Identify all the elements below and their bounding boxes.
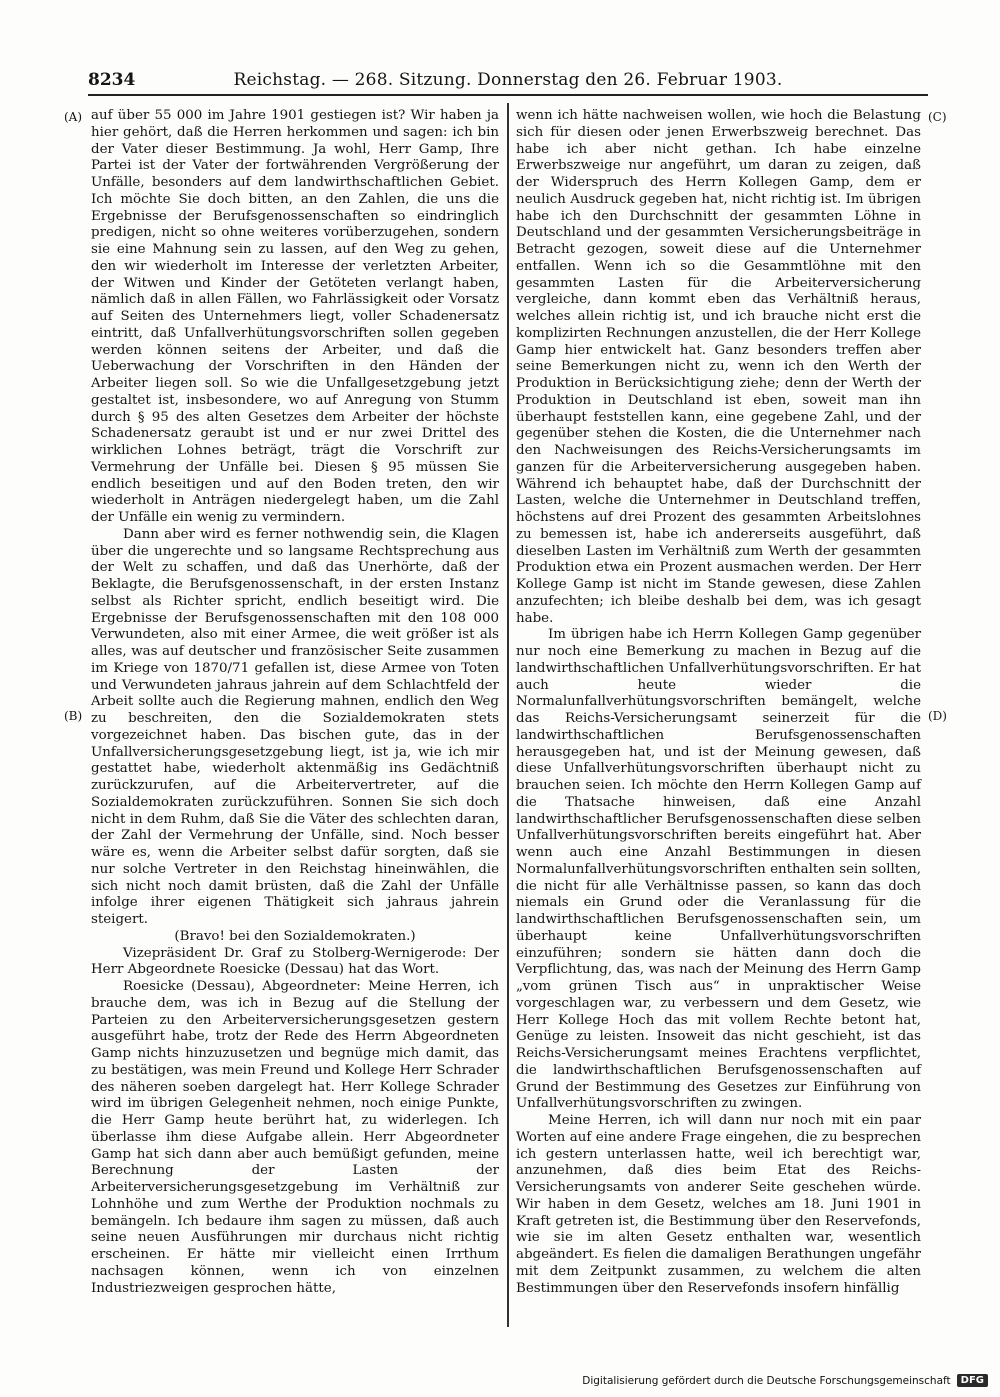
paragraph: wenn ich hätte nachweisen wollen, wie hoch die Belastung sich für diesen oder jenen Erwerbszweig berechnet. Das habe ich aber nicht gethan. Ich habe einzelne Erwerbszweige nur angeführt, um daran zu zeigen, daß der Widerspruch des Herrn Kollegen Gamp, dem er neulich Ausdruck gegeben hat, nicht richtig ist. Im übrigen habe ich den Durchschnitt der gesammten Löhne in Deutschland und der gesammten Versicherungsbeiträge in Betracht gezogen, soweit diese auf die Unternehmer entfallen. Wenn ich so die Gesammtlöhne mit den gesammten Lasten für die Arbeiterversicherung vergleiche, dann kommt eben das Verhältniß heraus, welches allein richtig ist, und ich brauche nicht erst die komplizirten Rechnungen anzustellen, die der Herr Kollege Gamp hier entwickelt hat. Ganz besonders treffen aber seine Bemerkungen nicht zu, wenn ich den Werth der Produktion in Berücksichtigung ziehe; denn der Werth der Produktion in Deutschland ist eben, soweit man ihn überhaupt feststellen kann, eine gegebene Zahl, und der gegenüber stehen die Kosten, die die Unternehmer nach den Nachweisungen des Reichs-Versicherungsamts im ganzen für die Arbeiterversicherung ausgegeben haben. Während ich behauptet habe, daß der Durchschnitt der Lasten, welche die Unternehmer in Deutschland treffen, höchstens auf drei Prozent des gesammten Arbeitslohnes zu bemessen ist, habe ich andererseits ausgeführt, daß dieselben Lasten im Verhältniß zum Werth der gesammten Produktion etwa ein Prozent ausmachen werden. Der Herr Kollege Gamp ist nicht im Stande gewesen, diese Zahlen anzufechten; ich bleibe deshalb bei dem, was ich gesagt habe. (516, 108, 921, 626)
right-column (516, 108, 921, 1328)
footer (582, 1374, 988, 1387)
speaker-paragraph: Vizepräsident Dr. Graf zu Stolberg-Wernigerode: Der Herr Abgeordnete Roesicke (Dessau) hat das Wort. (91, 945, 499, 978)
dfg-logo: DFG (957, 1374, 988, 1387)
paragraph: Im übrigen habe ich Herrn Kollegen Gamp gegenüber nur noch eine Bemerkung zu machen in Bezug auf die landwirthschaftlichen Unfallverhütungsvorschriften. Er hat auch heute wieder die Normalunfallverhütungsvorschriften bemängelt, welche das Reichs-Versicherungsamt seinerzeit für die landwirthschaftlichen Berufsgenossenschaften herausgegeben hat, und ist der Meinung gewesen, daß diese Unfallverhütungsvorschriften überhaupt nicht zu brauchen seien. Ich möchte den Herrn Kollegen Gamp auf die Thatsache hinweisen, daß eine Anzahl landwirthschaftlicher Berufsgenossenschaften diese selben Unfallverhütungsvorschriften bereits eingeführt hat. Aber wenn auch eine Anzahl Bestimmungen in diesen Normalunfallverhütungsvorschriften enthalten sein sollten, die nicht für alle Verhältnisse passen, so kann das doch niemals ein Grund oder die Veranlassung für die landwirthschaftlichen Berufsgenossenschaften sein, um überhaupt keine Unfallverhütungsvorschriften einzuführen; sondern sie hätten dann doch die Verpflichtung, das, was nach der Meinung des Herrn Gamp „vom grünen Tisch aus“ in unpraktischer Weise vorgeschlagen war, zu verbessern und dem Gesetz, wie Herr Kollege Hoch das mit vollem Rechte betont hat, Genüge zu leisten. Insoweit das nicht geschieht, ist das Reichs-Versicherungsamt meines Erachtens verpflichtet, die landwirthschaftlichen Berufsgenossenschaften auf Grund der Bestimmung des Gesetzes zur Einführung von Unfallverhütungsvorschriften zu zwingen. (516, 627, 921, 1112)
margin-mark-c: (C) (928, 110, 947, 124)
footer-credit: Digitalisierung gefördert durch die Deutsche Forschungsgemeinschaft (582, 1374, 951, 1387)
page-header (88, 70, 928, 96)
running-head: Reichstag. — 268. Sitzung. Donnerstag den 26. Februar 1903. (233, 70, 783, 90)
left-column (91, 108, 499, 1328)
margin-mark-a: (A) (64, 110, 83, 124)
column-divider (507, 103, 509, 1327)
paragraph: Dann aber wird es ferner nothwendig sein, die Klagen über die ungerechte und so langsame Rechtsprechung aus der Welt zu schaffen, und daß das Unerhörte, daß der Beklagte, die Berufsgenossenschaft, in der ersten Instanz selbst als Richter spricht, endlich beseitigt wird. Die Ergebnisse der Berufsgenossenschaften mit den 108 000 Verwundeten, also mit einer Armee, die weit größer ist als alles, was auf deutscher und französischer Seite zusammen im Kriege von 1870/71 gefallen ist, diese Armee von Toten und Verwundeten jahraus jahrein auf dem Schlachtfeld der Arbeit sollte auch die Regierung mahnen, endlich den Weg zu beschreiten, den die Sozialdemokraten stets vorgezeichnet haben. Das bischen gute, das in der Unfallversicherungsgesetzgebung liegt, ist ja, wie ich mir gestattet habe, wiederholt aktenmäßig ins Gedächtniß zurückzurufen, auf die Arbeitervertreter, auf die Sozialdemokraten zurückzuführen. Sonnen Sie sich doch nicht in dem Ruhm, daß Sie die Väter des schlechten daran, der Zahl der Vermehrung der Unfälle, sind. Noch besser wäre es, wenn die Arbeiter selbst dafür sorgten, daß sie nur solche Vertreter in den Reichstag hineinwählen, die sich nicht noch damit brüsten, daß die Zahl der Unfälle infolge ihrer eigenen Thätigkeit sich jahraus jahrein steigert. (91, 526, 499, 927)
speaker-paragraph: Roesicke (Dessau), Abgeordneter: Meine Herren, ich brauche dem, was ich in Bezug auf die Stellung der Parteien zu den Arbeiterversicherungsgesetzen gestern ausgeführt habe, trotz der Rede des Herrn Abgeordneten Gamp nichts hinzuzusetzen und begnüge mich damit, das zu bestätigen, was mein Freund und Kollege Herr Schrader des näheren soeben dargelegt hat. Herr Kollege Schrader wird im übrigen Gelegenheit nehmen, noch einige Punkte, die Herr Gamp heute berührt hat, zu widerlegen. Ich überlasse ihm diese Aufgabe allein. Herr Abgeordneter Gamp hat sich dann aber auch bemüßigt gefunden, meine Berechnung der Lasten der Arbeiterversicherungsgesetzgebung im Verhältniß zur Lohnhöhe und zum Werthe der Produktion nochmals zu bemängeln. Ich bedaure ihm sagen zu müssen, daß auch seine neuen Ausführungen mir durchaus nicht richtig erscheinen. Er hätte mir vielleicht einen Irrthum nachsagen können, wenn ich von einzelnen Industriezweigen gesprochen hätte, (91, 979, 499, 1296)
margin-mark-d: (D) (928, 709, 947, 723)
page-number: 8234 (88, 70, 136, 90)
paragraph: Meine Herren, ich will dann nur noch mit ein paar Worten auf eine andere Frage eingehen, die zu besprechen ich gestern unterlassen hatte, weil ich berechtigt war, anzunehmen, daß dies beim Etat des Reichs-Versicherungsamts von anderer Seite geschehen würde. Wir haben in dem Gesetz, welches am 18. Juni 1901 in Kraft getreten ist, die Bestimmung über den Reservefonds, wie sie im alten Gesetz enthalten war, wesentlich abgeändert. Es fielen die damaligen Berathungen ungefähr mit dem Zeitpunkt zusammen, zu welchem die alten Bestimmungen über den Reservefonds insofern hinfällig (516, 1113, 921, 1296)
margin-mark-b: (B) (64, 709, 83, 723)
paragraph: auf über 55 000 im Jahre 1901 gestiegen ist? Wir haben ja hier gehört, daß die Herren herkommen und sagen: ich bin der Vater dieser Bestimmung. Ja wohl, Herr Gamp, Ihre Partei ist der Vater der fortwährenden Vergrößerung der Unfälle, besonders auf dem landwirthschaftlichen Gebiet. Ich möchte Sie doch bitten, an den Zahlen, die uns die Ergebnisse der Berufsgenossenschaften so eindringlich predigen, nicht so ohne weiteres vorüberzugehen, sondern sie eine Mahnung sein zu lassen, auf den Weg zu gehen, den wir wiederholt im Interesse der verletzten Arbeiter, der Witwen und Kinder der Getöteten verlangt haben, nämlich daß in allen Fällen, wo Fahrlässigkeit oder Vorsatz auf Seiten des Unternehmers liegt, voller Schadenersatz eintritt, daß Unfallverhütungsvorschriften sollen gegeben werden können seitens der Arbeiter, und daß die Ueberwachung der Vorschriften in den Händen der Arbeiter liegen soll. So wie die Unfallgesetzgebung jetzt gestaltet ist, insbesondere, wo auf Anregung von Stumm durch § 95 des alten Gesetzes dem Arbeiter der höchste Schadenersatz geraubt ist und er nur zwei Drittel des wirklichen Lohnes beträgt, trägt die Vorschrift zur Vermehrung der Unfälle bei. Diesen § 95 müssen Sie endlich beseitigen und auf den Boden treten, den wir wiederholt in Anträgen niedergelegt haben, um die Zahl der Unfälle ein wenig zu vermindern. (91, 108, 499, 525)
reaction: (Bravo! bei den Sozialdemokraten.) (174, 928, 416, 944)
